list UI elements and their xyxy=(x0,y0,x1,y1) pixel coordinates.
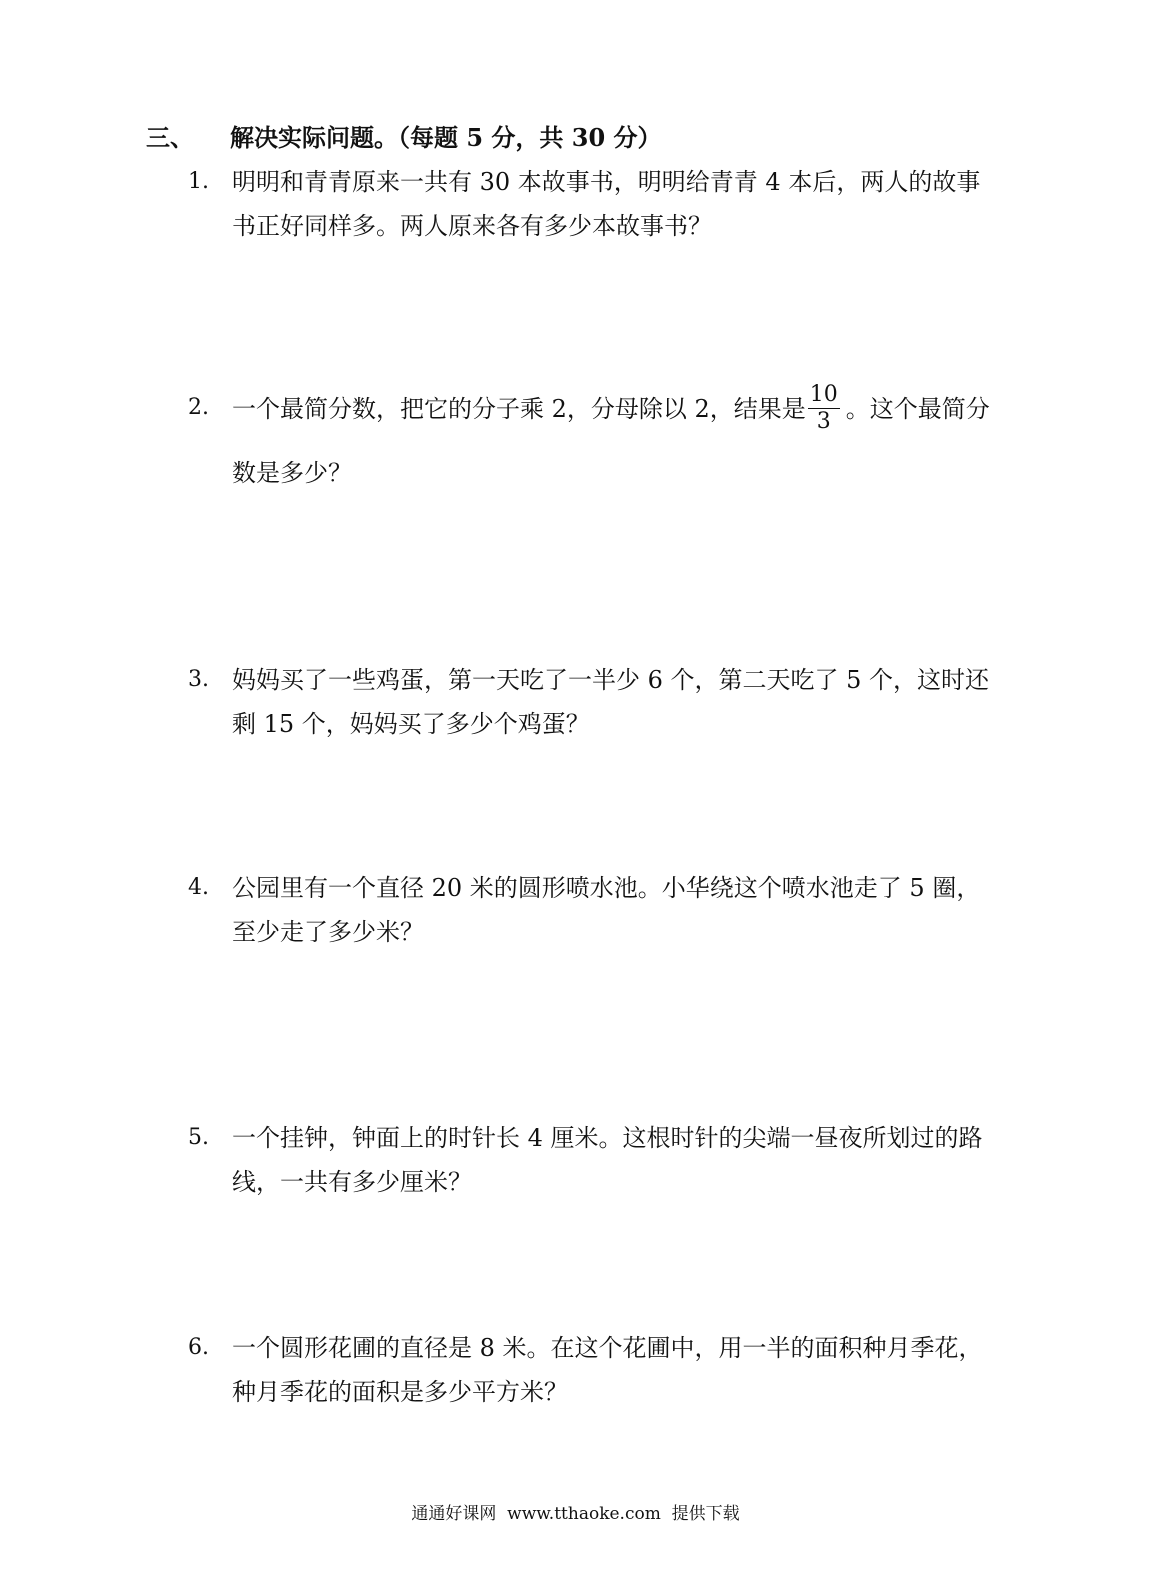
question-line: 妈妈买了一些鸡蛋，第一天吃了一半少 6 个，第二天吃了 5 个，这时还 xyxy=(232,666,990,694)
question-text xyxy=(232,658,992,746)
question-text-after-fraction: 。这个最简分 xyxy=(845,395,990,423)
question-text xyxy=(232,382,992,495)
question-text-before-fraction: 一个最简分数，把它的分子乘 2，分母除以 2，结果是 xyxy=(232,395,806,423)
fraction-denominator: 3 xyxy=(816,409,831,434)
question-line: 一个挂钟，钟面上的时针长 4 厘米。这根时针的尖端一昼夜所划过的路 xyxy=(232,1124,983,1152)
question-line: 书正好同样多。两人原来各有多少本故事书？ xyxy=(232,212,712,240)
section-number: 三、 xyxy=(146,123,194,152)
question-line: 数是多少？ xyxy=(232,459,352,487)
question-text xyxy=(232,1326,992,1414)
footer-credit: 通通好课网 www.tthaoke.com 提供下载 xyxy=(411,1504,740,1524)
question-number: 3. xyxy=(188,667,209,692)
question-line: 线，一共有多少厘米？ xyxy=(232,1168,472,1196)
question-line: 一个圆形花圃的直径是 8 米。在这个花圃中，用一半的面积种月季花， xyxy=(232,1334,983,1362)
question-text xyxy=(232,866,992,954)
question-number: 1. xyxy=(188,169,209,194)
question-text xyxy=(232,160,992,248)
question-number: 6. xyxy=(188,1335,209,1360)
question-line xyxy=(232,382,992,435)
question-number: 5. xyxy=(188,1125,209,1150)
question-number: 2. xyxy=(188,395,209,420)
question-line: 种月季花的面积是多少平方米？ xyxy=(232,1378,568,1406)
section-title: 解决实际问题。（每题 5 分，共 30 分） xyxy=(230,123,662,152)
question-number: 4. xyxy=(188,875,209,900)
fraction-numerator: 10 xyxy=(809,382,838,407)
fraction xyxy=(808,384,840,433)
question-line: 至少走了多少米？ xyxy=(232,918,424,946)
question-line: 明明和青青原来一共有 30 本故事书，明明给青青 4 本后，两人的故事 xyxy=(232,168,981,196)
question-line: 公园里有一个直径 20 米的圆形喷水池。小华绕这个喷水池走了 5 圈， xyxy=(232,874,981,902)
question-text xyxy=(232,1116,992,1204)
question-line: 剩 15 个，妈妈买了多少个鸡蛋？ xyxy=(232,710,590,738)
